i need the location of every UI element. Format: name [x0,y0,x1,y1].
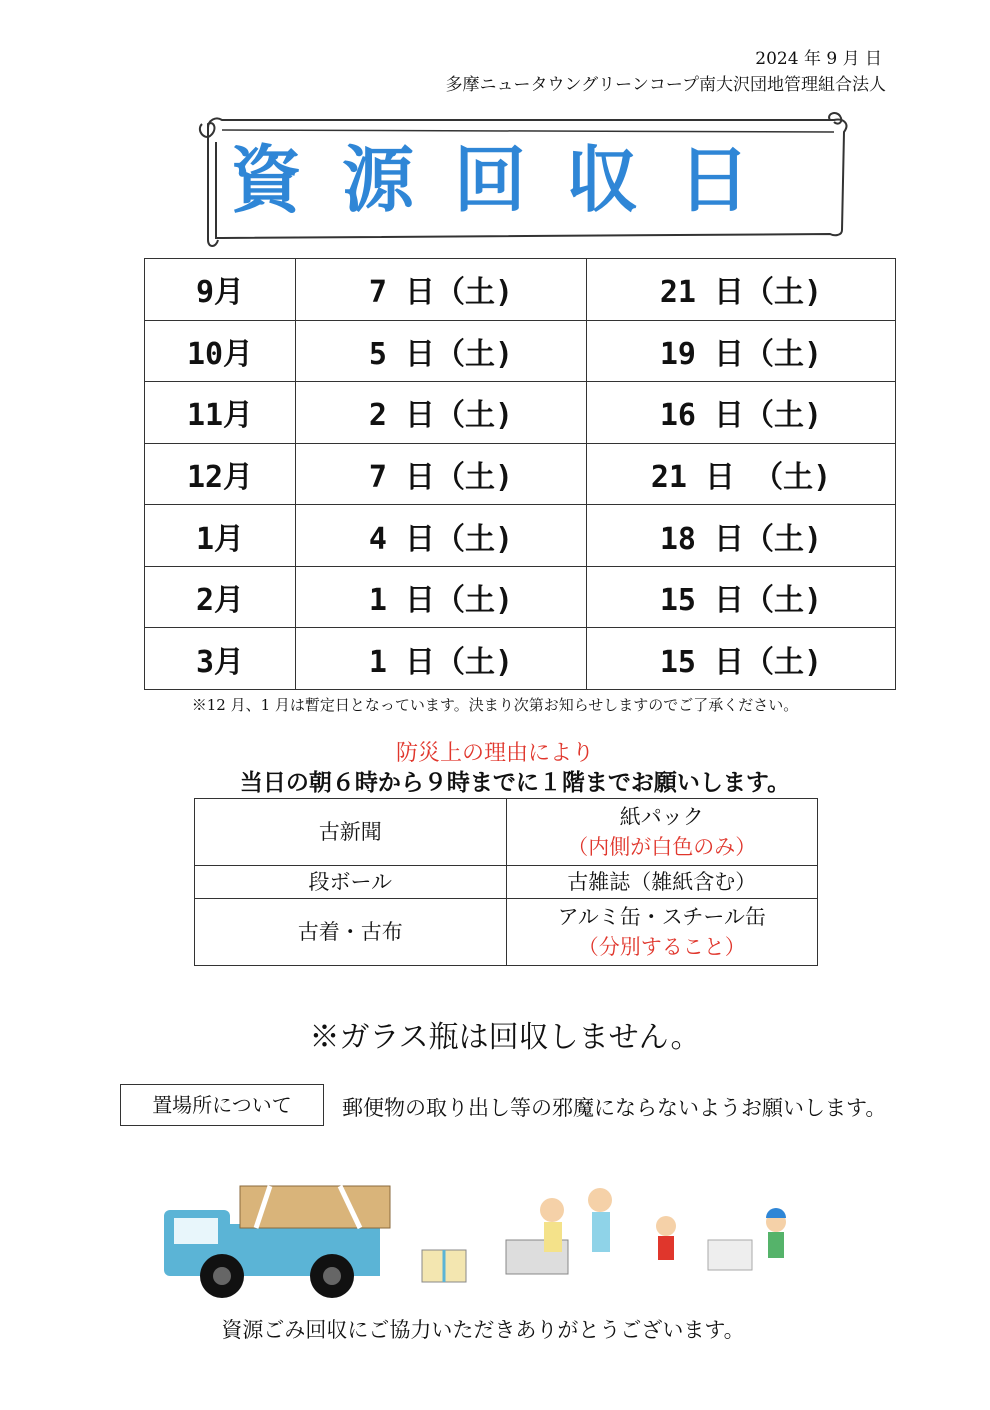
month-cell: 11月 [145,382,296,444]
month-cell: 12月 [145,443,296,505]
table-row [145,259,896,321]
month-cell: 10月 [145,320,296,382]
second-date-cell: 21 日（土) [587,259,896,321]
second-date-cell: 16 日（土) [587,382,896,444]
disaster-reason: 防災上の理由により [395,741,594,766]
item-cell: 古雑誌（雑紙含む） [506,865,818,899]
placement-label: 置場所について [120,1084,324,1126]
second-date-cell: 21 日 （土) [587,443,896,505]
recyclables-table [194,798,818,966]
item-cell: 古新聞 [195,799,507,866]
tentative-date-note: ※12 月、1 月は暫定日となっています。決まり次第お知らせしますのでご了承ください。 [191,696,799,714]
first-date-cell: 4 日（土) [296,505,587,567]
second-date-cell: 19 日（土) [587,320,896,382]
table-row [145,628,896,690]
second-date-cell: 18 日（土) [587,505,896,567]
first-date-cell: 7 日（土) [296,259,587,321]
page-title: 資源回収日 [230,138,791,222]
table-row [145,382,896,444]
glass-bottle-note: ※ガラス瓶は回収しません。 [309,1020,701,1055]
item-label: 紙パック [619,804,704,829]
schedule-table [144,258,896,690]
month-cell: 3月 [145,628,296,690]
organization-name: 多摩ニュータウングリーンコープ南大沢団地管理組合法人 [445,75,886,95]
table-row [145,443,896,505]
table-row [195,899,818,966]
first-date-cell: 2 日（土) [296,382,587,444]
bundle-icon [422,1250,466,1282]
table-row [145,566,896,628]
item-note: （分別すること） [577,935,746,960]
item-note: （内側が白色のみ） [567,834,757,859]
item-cell: 古着・古布 [195,899,507,966]
second-date-cell: 15 日（土) [587,628,896,690]
second-date-cell: 15 日（土) [587,566,896,628]
month-cell: 9月 [145,259,296,321]
recycling-illustration [160,1170,800,1300]
first-date-cell: 5 日（土) [296,320,587,382]
placement-text: 郵便物の取り出し等の邪魔にならないようお願いします。 [342,1096,887,1120]
item-cell: 段ボール [195,865,507,899]
month-cell: 2月 [145,566,296,628]
table-row [195,799,818,866]
thanks-message: 資源ごみ回収にご協力いただきありがとうございます。 [221,1318,745,1342]
truck-icon [164,1186,390,1298]
month-cell: 1月 [145,505,296,567]
item-cell [506,799,818,866]
item-label: アルミ缶・スチール缶 [557,905,766,930]
table-row [145,320,896,382]
first-date-cell: 1 日（土) [296,628,587,690]
item-cell [506,899,818,966]
table-row [195,865,818,899]
first-date-cell: 7 日（土) [296,443,587,505]
children-recycling-icon [506,1188,786,1274]
first-date-cell: 1 日（土) [296,566,587,628]
issue-date: 2024 年 9 月 日 [755,49,882,69]
table-row [145,505,896,567]
collection-instruction: 当日の朝６時から９時までに１階までお願いします。 [239,770,791,796]
